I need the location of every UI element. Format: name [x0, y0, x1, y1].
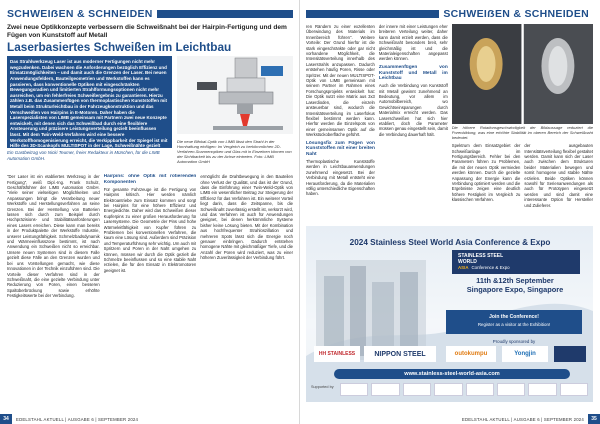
- footer-right: [300, 414, 600, 424]
- weld-seam-photos: [452, 24, 593, 124]
- sponsor-logo-extra: [554, 346, 586, 362]
- ad-date-line-1: 11th &12th September: [476, 276, 554, 285]
- badge-line-1: STAINLESS STEEL: [458, 253, 504, 259]
- section-header-left: [7, 6, 293, 21]
- page-number-left: 34: [0, 414, 12, 424]
- right-column-2: [379, 24, 448, 228]
- section-title: SCHWEIẞEN & SCHNEIDEN: [7, 7, 153, 20]
- right-column-3: Spektrum dem Einsatzgebiet der Schweißanlage im Fertigungsbereich. Fehler bei den Parametern führen zu Problemen, die mit der neuen Optik vermieden werden können. Durch die gezielte Anpassung der Energie kann die Verbindung optimiert werden und die Ergebnisse zeigen eine deutlich höhere Festigkeit im Vergleich zu klassischen Verfahren.: [451, 143, 521, 203]
- ad-date-line-2: Singapore Expo, Singapore: [466, 285, 564, 294]
- section-title: SCHWEIẞEN & SCHNEIDEN: [443, 7, 589, 20]
- photo-caption-left: Die neue Bifokal-Optik von LIMB lässt den Strahl in der Hornhaftung einfügen: Im Vergleich zu herkömmlichen 2D-Verfahren-Scannenopiken und Glas mit in Einzelnen können von der Sichtbarkeit bis zu der Achse eintreten. Foto: LIMB Automation GmbH: [177, 139, 292, 164]
- section-rule: [306, 10, 439, 18]
- page-number-right: 35: [588, 414, 600, 424]
- supporter-logo: [466, 383, 494, 396]
- subhead-hairpins: Hairpins: ohne Optik mit rotierenden Komponenten: [103, 174, 197, 185]
- badge-line-4: Conference & Expo: [471, 265, 510, 270]
- author-credit: Ein Gastbeitrag von Nicki Teumer, freier Redakteur in München, für die LIMB Automation GmbH.: [7, 150, 160, 161]
- laser-optic-illustration: [177, 56, 293, 134]
- ad-join-line-1: Join the Conference!: [489, 314, 539, 320]
- photo-caption-right: Die höhere Rotationsgeschwindigkeit der Bildaussage reduziert die Porenbildung, was eine erhöhte Stabilität im oberen Bereich der Schweißnaht bedeutet.: [451, 125, 593, 141]
- badge-line-3-row: [458, 265, 580, 270]
- ad-sponsored-by: Proudly sponsored by: [492, 339, 536, 344]
- subhead-kunststoffe: Lösungsfix zum Fügen von Kunststoffen mit einer breiten Naht: [306, 140, 375, 158]
- subhead-metall: Zusammenfügen von Kunststoff und Metall im Leichtbau: [378, 64, 448, 82]
- article-headline: Laserbasiertes Schweißen im Leichtbau: [7, 40, 232, 55]
- sponsor-logo-outokumpu[interactable]: outokumpu: [446, 346, 496, 362]
- badge-line-2: WORLD: [458, 258, 477, 265]
- sponsor-logo-nippon-steel[interactable]: NIPPON STEEL: [364, 346, 436, 362]
- right-lower-columns: [452, 143, 593, 208]
- section-header-right: [306, 6, 593, 21]
- section-rule: [157, 10, 293, 18]
- footer-text-left: EDELSTAHL AKTUELL | AUSGABE 6 | SEPTEMBER 2024: [16, 416, 139, 422]
- right-column-2-text: der innere mit einer Leistungen eher breiteren Verteilung weiter, daher kann damit erzielt werden, dass die Schweißnaht besonders breit, sehr gleichmäßig ist und die Materialeigenschaften angepasst werden können.: [378, 24, 448, 62]
- badge-line-3: ASIA: [458, 265, 469, 270]
- stainless-steel-expo-ad[interactable]: [306, 226, 593, 402]
- ad-date: [442, 276, 588, 294]
- article-kicker: Zwei neue Optikkonzepte verbessern die Schweißnaht bei der Hairpin-Fertigung und dem Fügen von Kunststoff auf Metall: [7, 24, 287, 39]
- left-column-1: "Der Laser ist ein etabliertes Werkzeug in der Fertigung", weiß Dipl.-Ing. Frank Schulz, Geschäftsführer der LIMB Automation GmbH. "Viele seiner vielseitigen Möglichkeiten und Anpassungen bringt die Verarbeitung neuer Werkstoffe und Herstellungsverfahren an seine Grenzen. Bei der Herstellung von Batterien lassen sich durch zum Beispiel durch Hochpräzisions- und Stabilitätsanforderungen eines Lasers erreichen. Diese kann man bereits in der Produktpalette der Werkstoffe Industrie, unserer Leistungsfähigkeit. Schmelzbadsdynamik und Wärmeeinflusszone bestimmt, ist nach Anwendung ein Schweißen nicht so erreichbar. Unsere neuen Systemen sind in diesem Falle gezielt diese Fälle an den Grenzen wurden und bei uns Vorstellungen gemacht, wie diese Innovationen in der Technik einzuführen sind. Die Vorteile dieser Verfahren sind in der Schweißnaht, die eine gezielte Verbindung unter Reduzierung von Poren, einen besseren Spaltüberbrückung sowie erhöhte Festigkeitswerte bei der Verbindung.: [7, 174, 100, 299]
- supporter-logo: [497, 383, 525, 396]
- right-column-1: [306, 24, 375, 228]
- supporter-logo: [528, 383, 556, 396]
- left-body-columns: [7, 174, 293, 421]
- supporter-logo: [340, 383, 368, 396]
- right-column-1b-text: Thermoplastische Kunststoffe werden in Leichtbauanwendungen zunehmend eingesetzt. Bei der Verbindung mit Metall entsteht eine Herausforderung, da die Materialien völlig unterschiedliche Eigenschaften haben.: [306, 158, 375, 197]
- sponsor-logo-yongjin[interactable]: Yongjin: [502, 346, 548, 362]
- ad-title: 2024 Stainless Steel World Asia Conference & Expo: [349, 238, 551, 247]
- lead-area: [7, 56, 293, 168]
- supporter-logo: [371, 383, 399, 396]
- footer-text-right: EDELSTAHL AKTUELL | AUSGABE 6 | SEPTEMBER 2024: [461, 416, 584, 422]
- left-column-3: ermöglicht die Drahtbewegung in den Bauteilen ohne Verlust der Qualität, und das ist der Grund, dass die Einführung einer Twin-Weld-Optik von LIMB ein wesentlicher Beitrag zur Steigerung der Effizienz für das Verfahren ist. Ein weiterer Vorteil liegt darin, dass die Zeitspanne, bis die Schweißnaht zuverlässig erstellt ist, verkürzt wird, und das Verfahren ist auch für Anwendungen geeignet, bei denen herkömmliche Systeme bisher keine Lösung bieten. Mit der Kombination aus hochfrequenter Strahloszillation und mehreren Spots lässt sich die Energie noch genauer einbringen. Dadurch entstehen homogene Nähte mit gleichmäßiger Tiefe, und die Anzahl der Poren wird reduziert, was zu einer höheren Zuverlässigkeit der Verbindung führt.: [200, 174, 294, 261]
- ad-supported-by: Supported by: [311, 385, 334, 389]
- supporter-logo: [434, 383, 462, 396]
- sponsor-logo-hh-stainless[interactable]: HH STAINLESS: [314, 346, 360, 362]
- ad-website-link[interactable]: www.stainless-steel-world-asia.com: [334, 369, 570, 379]
- optics-photo: [177, 56, 293, 168]
- supporter-logo: [560, 383, 588, 396]
- left-column-2: [104, 174, 197, 421]
- supporter-logo: [403, 383, 431, 396]
- supporter-logos-row: [340, 383, 588, 396]
- ad-join-line-2: Register as a visitor at the Exhibition!: [477, 322, 551, 327]
- right-column-1-text: ren Rändern zu einer exzellenten Überwindung des Materials im Innenbereich führen". Weitere Vorteile: Der Grund hierfür ist die stark eingeschränkte oder gar nicht vorhandene Möglichkeit, die Intensitätsverteilung innerhalb des Laserstrahls anzupassen. Dadurch entstehen häufig Poren, Risse oder Spritzer. Mit der neuen MULTISPOT-Optik von LIMB gemeinsam mit seinem Partner im Rahmen eines Forschungsprojekts entwickelt hat: Die Optik nutzt eine Matrix aus 3x3 Laserdioden, die einzeln ansteuerbar sind, wodurch die Intensitätsverteilung im Laserfokus flexibel bestimmt werden kann. Hierfür werden die Einzelspots von einer gemeinsamen Optik auf die Werkstückoberfläche geführt.: [306, 24, 375, 138]
- lead-paragraph: Das Strahlwerkzeug Laser ist aus moderner Fertigungen nicht mehr wegzudenken. Dabei wachsen die Anforderungen bezüglich Effizienz und Einsatzmöglichkeiten – und damit auch die Grenzen der Laser. Bei neuen Anwendungsfeldern, Bauteilgeometrien und Werkstoffen kann es passieren, dass konventionelle Optiken mit eingeschränkten Bewegungsradien und limitierten Strahlformungsoptionen nicht mehr ausreichen, um ein fehlerfreies Schweißergebnis zu garantieren. Hierzu zählen z.B. das Zusammenfügen von thermoplastischen Kunststoffen mit Metall beim Strukturleichtbau in der Fahrzeugkonstruktion und das Verschweißen von Hairpins in E-Motoren. Daher haben die Laserspezialisten von LIMB gemeinsam mit Partnern zwei neue Konzepte entwickelt, mit denen sich das Schweißbad durch eine flexiblere Ansteuerung und präzisere Leistungsverteilung gezielt beeinflussen lässt. Mit dem Twin-Weld-Verfahren wird eine bessere Werkstoffhomogenisierung erreicht, die Verkippbarkeit der Spiegel ist mit Hilfe des 3D-Scankopfs MULTISPOT in der Lage, Schweißnähte gezielt: [7, 56, 172, 148]
- right-column-4: der ausgebauten Intensitätsverteilung flexibel gestaltet werden. Damit kann sich der Laser auch zwischen dem Strukturen beider Materialien bewegen und somit homogene und stabile Nähte erzielen. Beide Optiken können sowohl für Serienanwendungen als auch für Prototypen eingesetzt werden und sind damit eine interessante Option für Hersteller und Zulieferer.: [524, 143, 593, 208]
- ad-join-banner[interactable]: [446, 310, 582, 334]
- footer-left: [0, 414, 299, 424]
- right-columns-3-4: [452, 24, 593, 228]
- right-column-2b-text: Auch die Verbindung von Kunststoff mit Metall gewinnt zunehmend an Bedeutung, vor allem im Automobilbereich, wo Gewichtseinsparungen durch Materialmix erreicht werden. Das Laserschweißen hat sich hier etabliert, doch die Parameter müssen genau eingestellt sein, damit die Verbindung dauerhaft hält.: [378, 83, 448, 137]
- right-body-columns: [306, 24, 593, 228]
- left-column-2-text: Für gesamte Fahrzeuge ist die Fertigung von Hairpins kritisch. Hier werden nämlich Elektroantriebe zum Einsatz kommen und sorgt bei Hairpins für eine höhere Effizienz und Energiedichte. Daher wird das Schweißen dieser Kupferpins zu einer großen Herausforderung für Lasersysteme. Die Geometrie der Pins und hohe Wärmeleitfähigkeit von Kupfer führen zu Problemen bei konventionellen Verfahren, die kaum eine Lösung sind. Außerdem sind Präzision und Temperaturführung sehr wichtig. Um auch mit Spritzern und Poren in der Naht umgehen zu können, müssen wir durch die Optik gezielt die Schmelze beeinflussen und so eine stabile Naht erzielen, die für den Einsatz in Elektromotoren geeignet ist.: [103, 186, 197, 273]
- ssw-asia-badge: [452, 250, 580, 274]
